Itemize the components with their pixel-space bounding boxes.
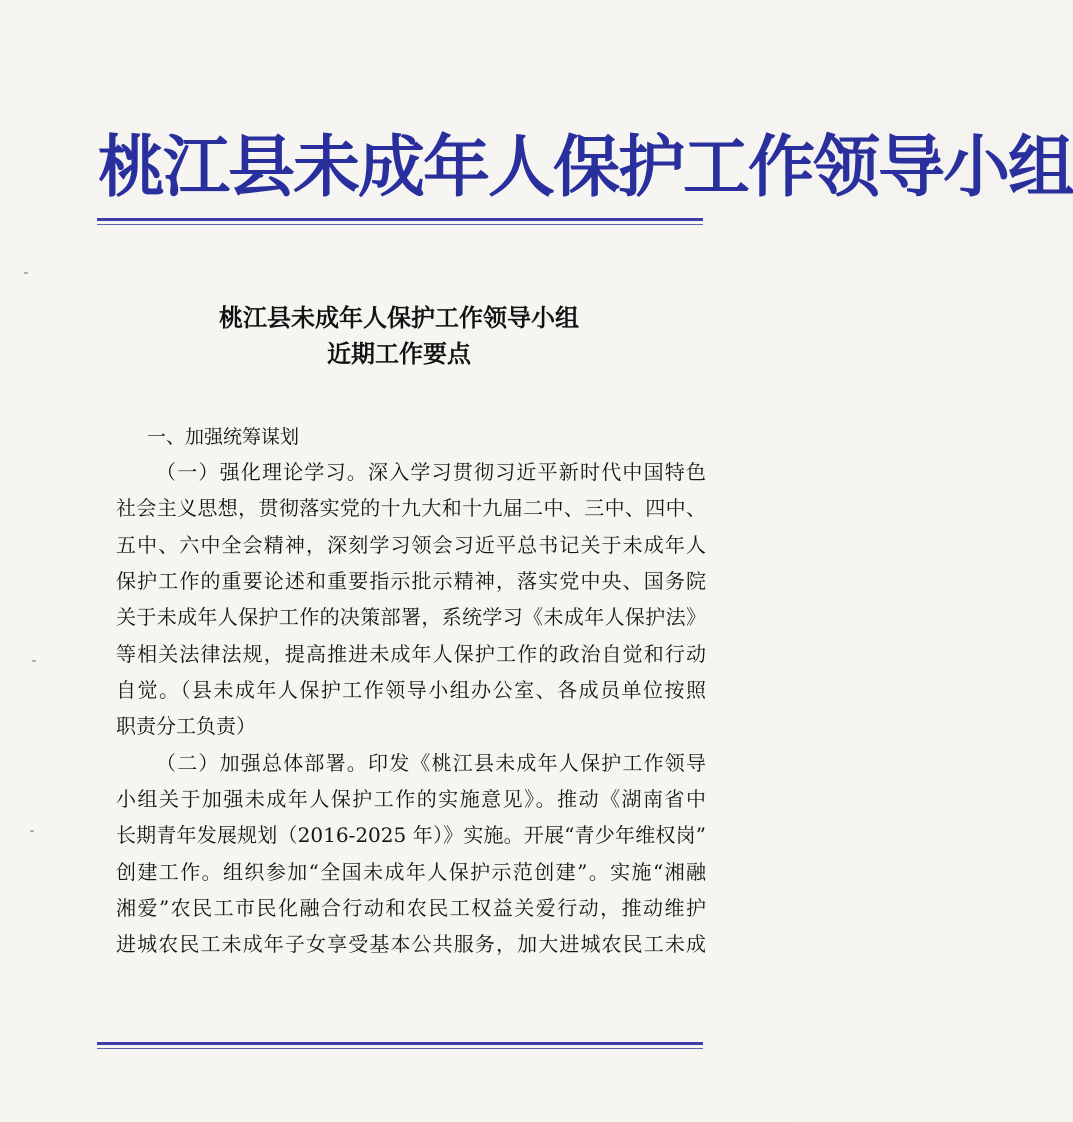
paragraph-line: 五中、六中全会精神，深刻学习领会习近平总书记关于未成年人 <box>116 533 706 557</box>
paragraph-line: 小组关于加强未成年人保护工作的实施意见》。推动《湖南省中 <box>116 787 706 811</box>
document-title: 桃江县未成年人保护工作领导小组 <box>219 304 579 332</box>
scan-speck <box>32 660 36 662</box>
bleed-through-text <box>116 234 706 255</box>
paragraph-line: （一）强化理论学习。深入学习贯彻习近平新时代中国特色 <box>156 460 706 484</box>
paragraph-line: 长期青年发展规划（2016-2025 年）》实施。开展“青少年维权岗” <box>116 823 706 847</box>
scan-speck <box>30 830 34 832</box>
scan-speck <box>24 272 28 274</box>
paragraph-line: 创建工作。组织参加“全国未成年人保护示范创建”。实施“湘融 <box>116 860 706 884</box>
letterhead-title: 桃江县未成年人保护工作领导小组 <box>98 127 1073 206</box>
paragraph-line: （二）加强总体部署。印发《桃江县未成年人保护工作领导 <box>156 751 706 775</box>
paragraph-line: 保护工作的重要论述和重要指示批示精神，落实党中央、国务院 <box>116 569 706 593</box>
paragraph-line: 进城农民工未成年子女享受基本公共服务，加大进城农民工未成 <box>116 932 706 956</box>
footer-rule <box>97 1042 703 1049</box>
paragraph-line: 等相关法律法规，提高推进未成年人保护工作的政治自觉和行动 <box>116 642 706 666</box>
paragraph-line: 职责分工负责） <box>116 714 256 738</box>
paragraph-line: 湘爱”农民工市民化融合行动和农民工权益关爱行动，推动维护 <box>116 896 706 920</box>
letterhead-rule <box>97 218 703 225</box>
paragraph-line: 自觉。（县未成年人保护工作领导小组办公室、各成员单位按照 <box>116 678 706 702</box>
paragraph-line: 关于未成年人保护工作的决策部署，系统学习《未成年人保护法》 <box>116 605 706 629</box>
section-heading: 一、加强统筹谋划 <box>147 426 300 448</box>
paragraph-line: 社会主义思想，贯彻落实党的十九大和十九届二中、三中、四中、 <box>116 496 706 520</box>
document-subtitle: 近期工作要点 <box>327 340 471 368</box>
